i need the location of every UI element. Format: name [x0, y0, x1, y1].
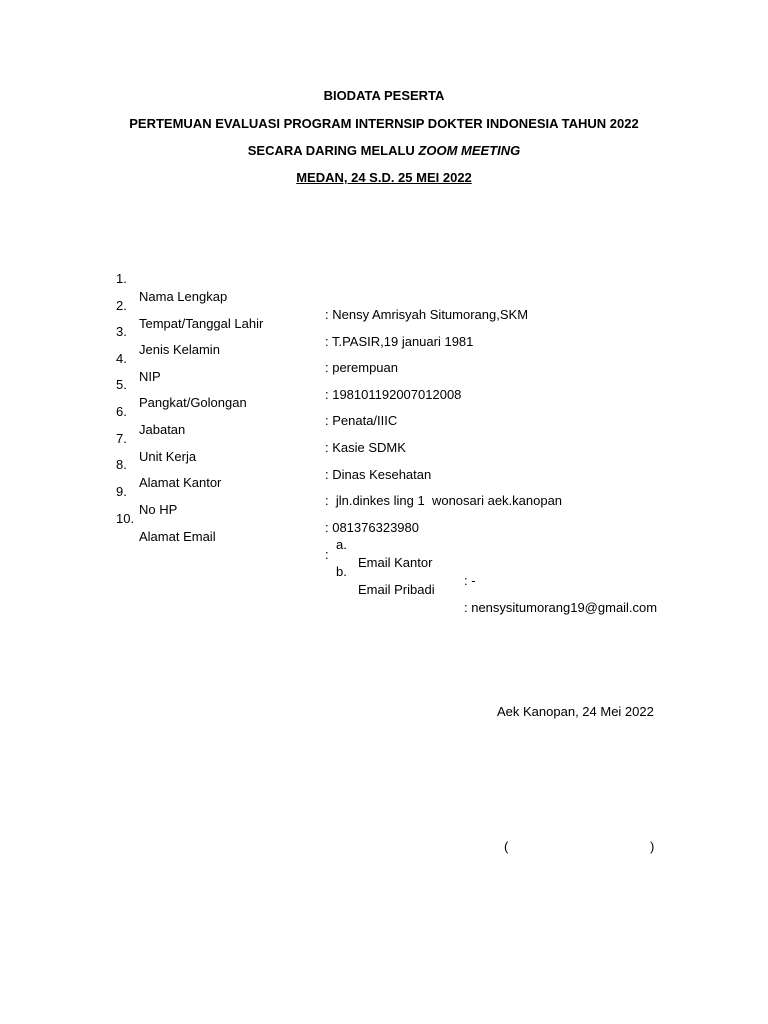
field-label: Alamat Email — [139, 529, 216, 544]
field-value: : jln.dinkes ling 1 wonosari aek.kanopan — [325, 493, 563, 508]
field-number: 8. — [116, 457, 127, 472]
field-number: 1. — [116, 271, 127, 286]
signature-bracket-close: ) — [650, 839, 655, 854]
field-label: Jenis Kelamin — [139, 342, 220, 357]
field-number: 10. — [116, 511, 135, 526]
field-value: : 198101192007012008 — [325, 387, 462, 402]
field-number: 3. — [116, 324, 127, 339]
mode-platform: ZOOM MEETING — [418, 143, 521, 158]
field-value: : Penata/IIIC — [325, 413, 398, 428]
email-value: : - — [464, 573, 476, 588]
field-number: 2. — [116, 298, 127, 313]
doc-subtitle-place-date: MEDAN, 24 S.D. 25 MEI 2022 — [296, 170, 472, 185]
doc-subtitle-mode — [0, 143, 768, 159]
field-number: 9. — [116, 484, 127, 499]
email-value: : nensysitumorang19@gmail.com — [464, 600, 658, 615]
field-number: 6. — [116, 404, 127, 419]
field-label: Nama Lengkap — [139, 289, 228, 304]
place-and-date: Aek Kanopan, 24 Mei 2022 — [497, 704, 654, 719]
field-value: : Dinas Kesehatan — [325, 467, 432, 482]
field-value: : — [325, 547, 329, 562]
field-label: NIP — [139, 369, 161, 384]
mode-prefix: SECARA DARING MELALU — [247, 143, 419, 158]
field-value: : Nensy Amrisyah Situmorang,SKM — [325, 307, 529, 322]
email-label: Email Kantor — [358, 555, 433, 570]
field-value: : Kasie SDMK — [325, 440, 406, 455]
field-label: Jabatan — [139, 422, 186, 437]
field-label: Pangkat/Golongan — [139, 395, 247, 410]
doc-title: BIODATA PESERTA — [323, 88, 445, 103]
signature-bracket-open: ( — [504, 839, 509, 854]
field-value: : T.PASIR,19 januari 1981 — [325, 334, 474, 349]
field-label: Alamat Kantor — [139, 475, 222, 490]
doc-subtitle-event: PERTEMUAN EVALUASI PROGRAM INTERNSIP DOKTER INDONESIA TAHUN 2022 — [129, 116, 639, 131]
field-number: 4. — [116, 351, 127, 366]
email-label: Email Pribadi — [358, 582, 435, 597]
field-label: No HP — [139, 502, 178, 517]
field-label: Unit Kerja — [139, 449, 197, 464]
field-number: 5. — [116, 377, 127, 392]
field-row — [0, 252, 529, 322]
field-number: 7. — [116, 431, 127, 446]
email-letter: a. — [336, 537, 347, 552]
field-value: : 081376323980 — [325, 520, 419, 535]
field-value: : perempuan — [325, 360, 398, 375]
field-label: Tempat/Tanggal Lahir — [139, 316, 264, 331]
email-letter: b. — [336, 564, 347, 579]
